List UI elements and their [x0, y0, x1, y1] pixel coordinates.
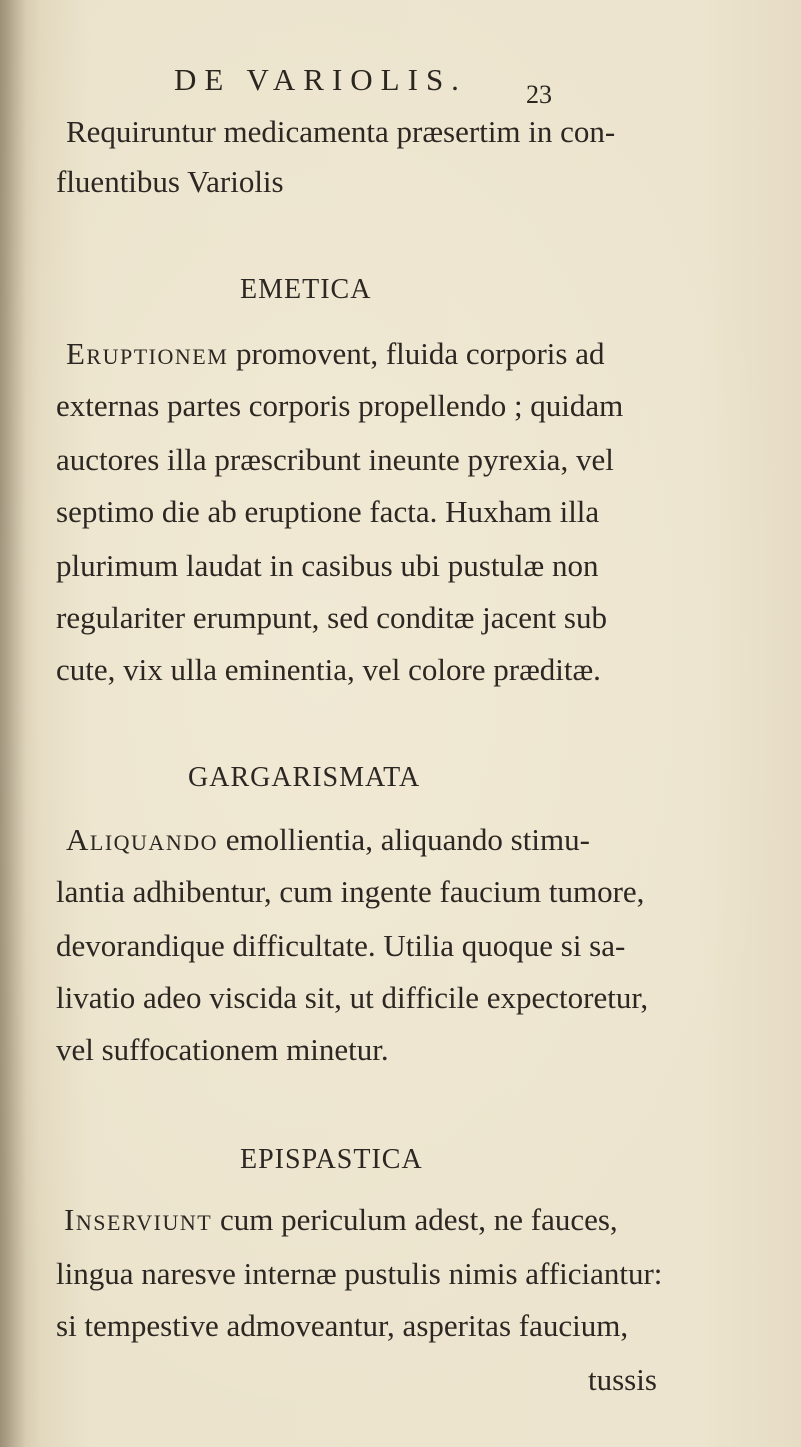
section-gargarismata-line-1: emollientia, aliquando stimu-: [217, 822, 590, 857]
section-emetica-line-6: regulariter erumpunt, sed conditæ jacent sub: [56, 600, 607, 635]
running-header: [174, 62, 734, 109]
section-emetica-line-1: promovent, fluida corporis ad: [228, 336, 605, 371]
section-epispastica-first-line: [64, 1202, 618, 1238]
section-heading-gargarismata: GARGARISMATA: [188, 762, 421, 793]
section-gargarismata-first-line: [66, 822, 590, 858]
section-emetica-line-7: cute, vix ulla eminentia, vel colore præditæ.: [56, 652, 601, 687]
section-emetica-first-line: [66, 336, 605, 372]
page-number: 23: [526, 80, 552, 109]
intro-line-1: Requiruntur medicamenta præsertim in con-: [66, 114, 616, 149]
section-emetica-lead-word: Eruptionem: [66, 336, 229, 371]
section-heading-epispastica: EPISPASTICA: [240, 1144, 423, 1175]
section-gargarismata-line-2: lantia adhibentur, cum ingente faucium tumore,: [56, 874, 645, 909]
section-gargarismata-line-4: livatio adeo viscida sit, ut difficile expectoretur,: [56, 980, 649, 1015]
intro-line-2: fluentibus Variolis: [56, 164, 284, 199]
catchword: tussis: [588, 1362, 657, 1397]
section-emetica-line-2: externas partes corporis propellendo ; quidam: [56, 388, 624, 423]
section-emetica-line-3: auctores illa præscribunt ineunte pyrexia, vel: [56, 442, 614, 477]
section-emetica-line-4: septimo die ab eruptione facta. Huxham illa: [56, 494, 600, 529]
section-epispastica-line-1: cum periculum adest, ne fauces,: [212, 1202, 618, 1237]
section-gargarismata-lead-word: Aliquando: [66, 822, 218, 857]
section-gargarismata-line-3: devorandique difficultate. Utilia quoque si sa-: [56, 928, 626, 963]
page-gutter-shadow: [0, 0, 26, 1447]
section-heading-emetica: EMETICA: [240, 274, 372, 305]
running-title: DE VARIOLIS.: [174, 62, 467, 97]
section-epispastica-line-2: lingua naresve internæ pustulis nimis afficiantur:: [56, 1256, 663, 1291]
section-emetica-line-5: plurimum laudat in casibus ubi pustulæ non: [56, 548, 599, 583]
section-epispastica-lead-word: Inserviunt: [64, 1202, 213, 1237]
section-gargarismata-line-5: vel suffocationem minetur.: [56, 1032, 389, 1067]
section-epispastica-line-3: si tempestive admoveantur, asperitas faucium,: [56, 1308, 629, 1343]
